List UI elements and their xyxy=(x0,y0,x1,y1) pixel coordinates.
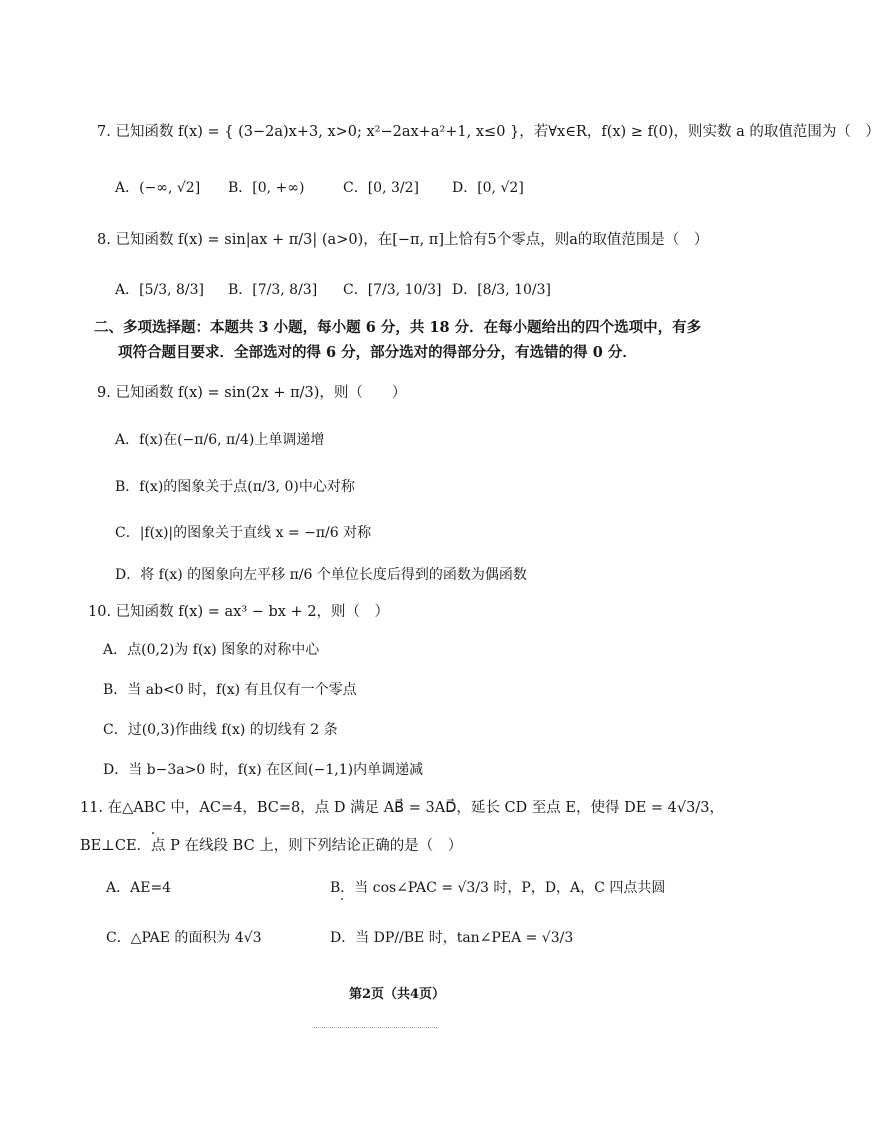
question-11-option-c: C．△PAE 的面积为 4√3 xyxy=(106,930,262,946)
question-8-option-a: A．[5/3, 8/3] xyxy=(115,282,204,298)
question-9-stem: 9. 已知函数 f(x) = sin(2x + π/3)，则（ ） xyxy=(97,385,407,401)
question-9-option-d: D．将 f(x) 的图象向左平移 π/6 个单位长度后得到的函数为偶函数 xyxy=(115,567,527,583)
question-11-stem-line2: BE⊥CE．点 P 在线段 BC 上，则下列结论正确的是（ ） xyxy=(80,838,463,854)
question-10-stem: 10. 已知函数 f(x) = ax³ − bx + 2，则（ ） xyxy=(88,604,390,620)
question-9-option-b: B．f(x)的图象关于点(π/3, 0)中心对称 xyxy=(115,479,355,495)
scan-speck xyxy=(341,898,343,900)
question-9-option-c: C．|f(x)|的图象关于直线 x = −π/6 对称 xyxy=(115,525,372,541)
question-8-option-b: B．[7/3, 8/3] xyxy=(228,282,318,298)
question-8-option-c: C．[7/3, 10/3] xyxy=(343,282,442,298)
question-7-option-a: A．(−∞, √2] xyxy=(115,180,201,196)
question-11-option-b: B．当 cos∠PAC = √3/3 时，P，D，A，C 四点共圆 xyxy=(330,880,666,896)
question-8-option-d: D．[8/3, 10/3] xyxy=(452,282,552,298)
question-8-stem: 8. 已知函数 f(x) = sin|ax + π/3| (a>0)，在[−π, π]上恰有5个零点，则a的取值范围是（ ） xyxy=(97,232,709,248)
page-number-footer: 第2页（共4页） xyxy=(348,987,446,1002)
question-10-option-a: A．点(0,2)为 f(x) 图象的对称中心 xyxy=(103,642,320,658)
scan-speck xyxy=(152,832,154,834)
question-7-option-c: C．[0, 3/2] xyxy=(343,180,419,196)
footer-dotted-rule xyxy=(312,1027,437,1028)
question-10-option-d: D．当 b−3a>0 时，f(x) 在区间(−1,1)内单调递减 xyxy=(103,762,424,778)
question-9-option-a: A．f(x)在(−π/6, π/4)上单调递增 xyxy=(115,432,325,448)
section-2-instructions-line1: 二、多项选择题：本题共 3 小题，每小题 6 分，共 18 分．在每小题给出的四个选项中，有多 xyxy=(94,319,702,336)
question-11-stem-line1: 11. 在△ABC 中，AC=4，BC=8，点 D 满足 AB⃗ = 3AD⃗，延长 CD 至点 E，使得 DE = 4√3/3， xyxy=(80,800,724,816)
question-7-stem: 7. 已知函数 f(x) = { (3−2a)x+3, x>0; x²−2ax+a²+1, x≤0 }，若∀x∈R，f(x) ≥ f(0)，则实数 a 的取值范围为（ ） xyxy=(97,124,880,140)
section-2-instructions-line2: 项符合题目要求．全部选对的得 6 分，部分选对的得部分分，有选错的得 0 分． xyxy=(118,344,637,361)
question-7-option-d: D．[0, √2] xyxy=(452,180,524,196)
question-7-option-b: B．[0, +∞) xyxy=(228,180,305,196)
question-10-option-c: C．过(0,3)作曲线 f(x) 的切线有 2 条 xyxy=(103,722,338,738)
question-11-option-a: A．AE=4 xyxy=(106,880,172,896)
question-11-option-d: D．当 DP//BE 时，tan∠PEA = √3/3 xyxy=(330,930,574,946)
question-10-option-b: B．当 ab<0 时，f(x) 有且仅有一个零点 xyxy=(103,682,357,698)
